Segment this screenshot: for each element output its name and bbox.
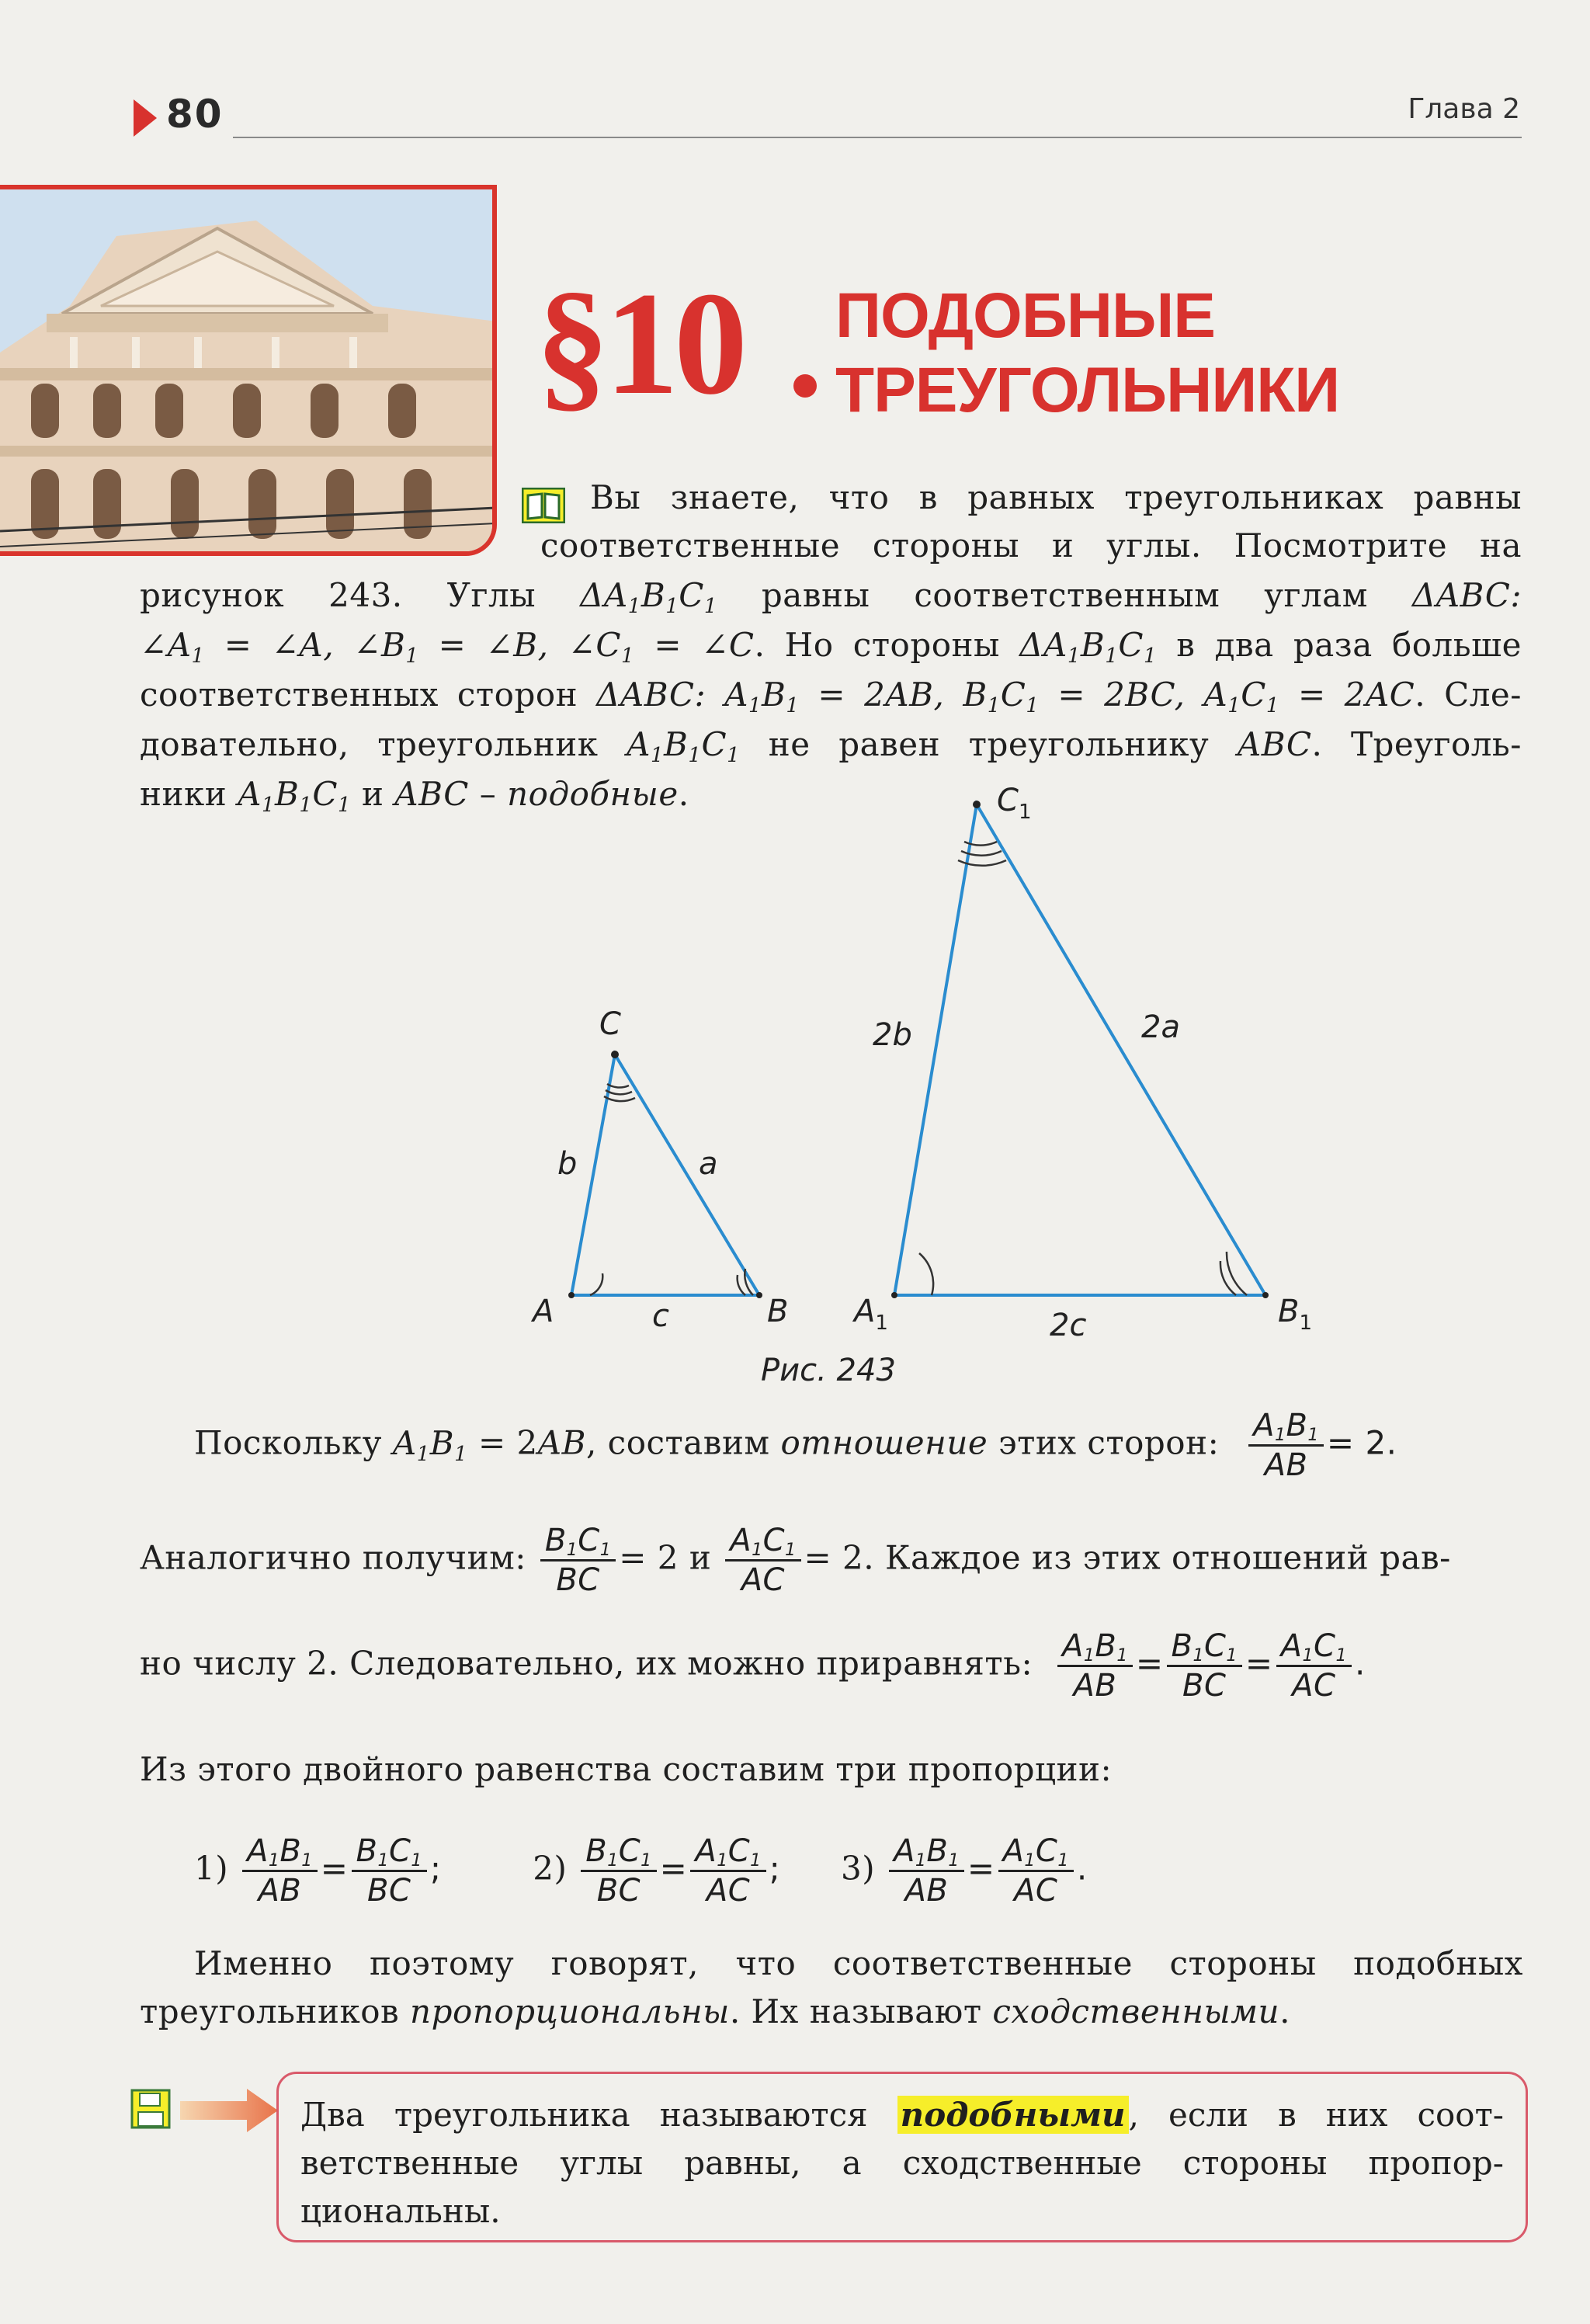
- page-number: 80: [166, 92, 224, 137]
- term-corresponding: сходственными: [992, 1992, 1280, 2030]
- intro-text: не равен треугольнику: [740, 725, 1238, 763]
- section-number: §10: [536, 262, 743, 426]
- triangle-a1b1c1: $A_1B_1C_1$: [627, 725, 741, 767]
- label-a: a: [699, 1146, 718, 1182]
- intro-text: . Сле-: [1415, 676, 1522, 714]
- fraction-a1b1-ab: $\frac{A_1B_1}{AB}$: [242, 1832, 318, 1909]
- title-bullet: [793, 374, 817, 398]
- label-A1: [854, 1294, 888, 1335]
- body-text: = 2: [467, 1423, 538, 1462]
- body-text: но числу 2. Следовательно, их можно приравнять:: [140, 1644, 1033, 1683]
- proportion-2-label: 2): [533, 1849, 568, 1888]
- fraction-a1c1-ac: $\frac{A_1C_1}{AC}$: [725, 1522, 800, 1599]
- arrow-right-icon: [180, 2087, 279, 2134]
- fraction-b1c1-bc: $\frac{B_1C_1}{BC}$: [581, 1832, 656, 1909]
- side-equalities: ΔABC: $A_1B_1 = 2AB$, $B_1C_1 = 2BC$, $A_1C_1 = 2AC$: [596, 676, 1415, 717]
- body-line-2: [140, 1522, 1451, 1599]
- formula-ab: AB: [537, 1423, 586, 1462]
- page-marker-arrow-icon: [134, 99, 157, 137]
- label-c: c: [652, 1298, 669, 1334]
- proportions-line: 1) $\frac{A_1B_1}{AB}$ = $\frac{B_1C_1}{BC}$ ; 2) $\frac{B_1C_1}{BC}$ = $\frac{A_1C_1}{AC}$ ; 3) $\frac{A_1B_1}{AB}$ = $\frac{A_1C_1}{AC}$ .: [194, 1833, 1088, 1909]
- body-text: = 2.: [1326, 1423, 1397, 1462]
- triangle-a1b1c1: $\Delta A_1B_1C_1$: [580, 576, 717, 618]
- fraction-a1b1-ab: $\frac{A_1B_1}{AB}$: [1057, 1627, 1133, 1704]
- intro-text: ники: [140, 775, 238, 813]
- definition-text: Два треугольника называются: [300, 2096, 897, 2134]
- fraction-b1c1-bc: $\frac{B_1C_1}{BC}$: [540, 1522, 616, 1599]
- chapter-label: Глава 2: [1408, 93, 1520, 125]
- figure-243: [512, 776, 1366, 1367]
- intro-line-5: [140, 676, 1522, 717]
- label-letter: A: [854, 1294, 876, 1329]
- triangle-a1b1c1: $\Delta A_1B_1C_1$: [1019, 626, 1157, 668]
- label-b: b: [557, 1146, 578, 1182]
- body-text: .: [1279, 1992, 1290, 2030]
- intro-text: в два раза больше: [1157, 626, 1522, 664]
- intro-line-3: [140, 576, 1522, 618]
- header-rule: [233, 137, 1522, 138]
- intro-text: –: [468, 775, 508, 813]
- formula-a1b1: $A_1B_1$: [392, 1423, 468, 1466]
- body-text: = 2 и: [619, 1538, 712, 1577]
- building-photo: [0, 185, 497, 556]
- intro-text: . Треуголь-: [1311, 725, 1522, 763]
- body-line-6: [140, 1992, 1290, 2030]
- triangle-small: [571, 1054, 759, 1295]
- label-subscript: 1: [1299, 1311, 1312, 1335]
- intro-text: и: [351, 775, 395, 813]
- label-subscript: 1: [1018, 801, 1032, 824]
- triangle-abc: ΔABC:: [1411, 576, 1522, 614]
- body-text: Поскольку: [194, 1423, 393, 1462]
- label-A: A: [533, 1294, 554, 1329]
- section-title-line2: ТРЕУГОЛЬНИКИ: [835, 355, 1340, 426]
- label-2b: 2b: [873, 1017, 912, 1053]
- label-B1: [1278, 1294, 1312, 1335]
- body-line-3: но числу 2. Следовательно, их можно приравнять: $\frac{A_1B_1}{AB}$ = $\frac{B_1C_1}{BC}$ = $\frac{A_1C_1}{AC}$ .: [140, 1628, 1366, 1704]
- body-text: треугольников: [140, 1992, 411, 2030]
- term-similar-highlight: подобными: [897, 2096, 1129, 2134]
- floppy-disk-icon: [130, 2089, 171, 2129]
- label-C: C: [599, 1006, 621, 1042]
- definition-text: , если в них соот-ветственные углы равны, а сходственные стороны пропор-циональны.: [300, 2096, 1504, 2230]
- fraction-b1c1-bc: $\frac{B_1C_1}{BC}$: [352, 1832, 427, 1909]
- body-line-5: Именно поэтому говорят, что соответственные стороны подобных: [194, 1944, 1523, 1982]
- label-B: B: [767, 1294, 789, 1329]
- fraction-b1c1-bc: $\frac{B_1C_1}{BC}$: [1167, 1627, 1242, 1704]
- triangle-abc: ABC: [1237, 725, 1312, 763]
- body-text: = 2. Каждое из этих отношений рав-: [804, 1538, 1451, 1577]
- section-title-line1: ПОДОБНЫЕ: [835, 280, 1215, 351]
- intro-text: равны соответственным углам: [717, 576, 1412, 614]
- intro-text: . Но стороны: [754, 626, 1020, 664]
- angle-equalities: $\angle A_1$ = ∠A, $\angle B_1$ = ∠B, $\angle C_1$ = ∠C: [140, 626, 755, 668]
- body-line-4: Из этого двойного равенства составим три пропорции:: [140, 1750, 1113, 1788]
- fraction-a1b1-ab: $\frac{A_1B_1}{AB}$: [889, 1832, 964, 1909]
- angle-arcs: [590, 842, 1247, 1295]
- fraction-a1c1-ac: $\frac{A_1C_1}{AC}$: [690, 1832, 765, 1909]
- triangle-a1b1c1: $A_1B_1C_1$: [238, 775, 352, 817]
- fraction-a1b1-ab: $\frac{A_1B_1}{AB}$: [1248, 1407, 1324, 1484]
- term-proportional: пропорциональны: [410, 1992, 730, 2030]
- fraction-a1c1-ac: $\frac{A_1C_1}{AC}$: [1276, 1627, 1352, 1704]
- label-2c: 2c: [1050, 1308, 1087, 1343]
- intro-line-1: Вы знаете, что в равных треугольниках равны: [590, 478, 1522, 516]
- term-similar: подобные: [507, 775, 679, 813]
- label-2a: 2a: [1141, 1009, 1180, 1045]
- label-letter: B: [1278, 1294, 1300, 1329]
- label-subscript: 1: [875, 1311, 888, 1335]
- book-icon: [522, 488, 565, 523]
- intro-line-4: [140, 626, 1522, 668]
- label-letter: C: [997, 783, 1019, 818]
- triangle-large: [894, 804, 1265, 1295]
- intro-text: довательно, треугольник: [140, 725, 627, 763]
- intro-text: соответственных сторон: [140, 676, 597, 714]
- body-text: Аналогично получим:: [140, 1538, 526, 1577]
- body-line-1: [194, 1407, 1397, 1484]
- intro-line-6: [140, 725, 1522, 767]
- body-text: этих сторон:: [988, 1423, 1220, 1462]
- intro-text: .: [678, 775, 689, 813]
- figure-caption: Рис. 243: [761, 1353, 896, 1388]
- definition-box: [276, 2072, 1528, 2242]
- triangle-abc: ABC: [394, 775, 469, 813]
- proportion-3-label: 3): [841, 1849, 876, 1888]
- proportion-1-label: 1): [194, 1849, 229, 1888]
- fraction-a1c1-ac: $\frac{A_1C_1}{AC}$: [998, 1832, 1074, 1909]
- intro-line-2: соответственные стороны и углы. Посмотрите на: [540, 526, 1522, 564]
- body-text: . Их называют: [729, 1992, 993, 2030]
- label-C1: [997, 783, 1032, 824]
- term-ratio: отношение: [780, 1423, 988, 1462]
- intro-text: рисунок 243. Углы: [140, 576, 581, 614]
- body-text: , составим: [585, 1423, 781, 1462]
